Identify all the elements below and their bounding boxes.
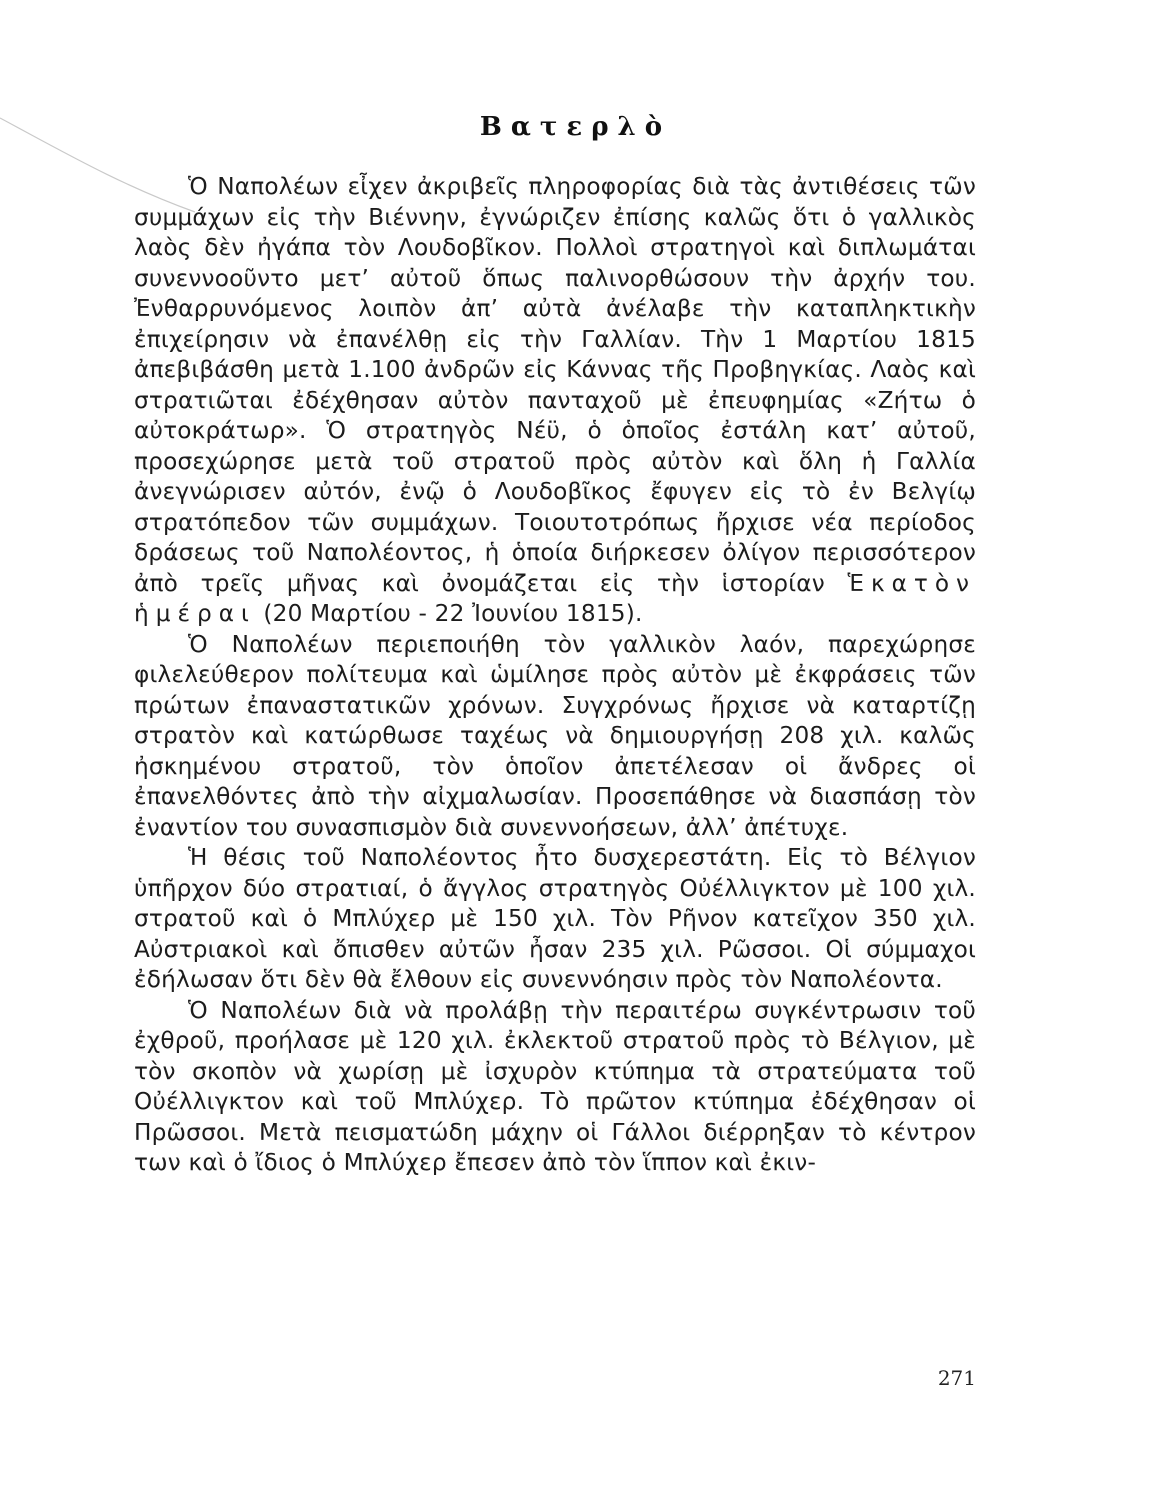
chapter-title: Βατερλὸ bbox=[479, 112, 672, 142]
paragraph-4: Ὁ Ναπολέων διὰ νὰ προλάβῃ τὴν περαιτέρω συγκέντρωσιν τοῦ ἐχθροῦ, προήλασε μὲ 120 χιλ. ἐκλεκτοῦ στρατοῦ πρὸς τὸ Βέλγιον, μὲ τὸν σκοπὸν νὰ χωρίσῃ μὲ ἰσχυρὸν κτύπημα τὰ στρατεύματα τοῦ Οὐέλλιγκτον καὶ τοῦ Μπλύχερ. Τὸ πρῶτον κτύπημα ἐδέχθησαν οἱ Πρῶσσοι. Μετὰ πεισματώδη μάχην οἱ Γάλλοι διέρρηξαν τὸ κέντρον των καὶ ὁ ἴδιος ὁ Μπλύχερ ἔπεσεν ἀπὸ τὸν ἵππον καὶ ἐκιν- bbox=[134, 996, 976, 1176]
paragraph-1-tail: (20 Μαρτίου - 22 Ἰουνίου 1815). bbox=[255, 600, 643, 627]
paragraph-1 bbox=[134, 172, 976, 630]
body-text bbox=[134, 172, 976, 1179]
paragraph-3: Ἡ θέσις τοῦ Ναπολέοντος ἦτο δυσχερεστάτη. Εἰς τὸ Βέλγιον ὑπῆρχον δύο στρατιαί, ὁ ἄγγλος στρατηγὸς Οὐέλλιγκτον μὲ 100 χιλ. στρατοῦ καὶ ὁ Μπλύχερ μὲ 150 χιλ. Τὸν Ρῆνον κατεῖχον 350 χιλ. Αὐστριακοὶ καὶ ὄπισθεν αὐτῶν ἦσαν 235 χιλ. Ρῶσσοι. Οἱ σύμμαχοι ἐδήλωσαν ὅτι δὲν θὰ ἔλθουν εἰς συνεννόησιν πρὸς τὸν Ναπολέοντα. bbox=[134, 844, 976, 993]
emphasized-term: Ἑκατὸν ἡμέραι bbox=[134, 569, 976, 627]
page-number: 271 bbox=[937, 1366, 976, 1390]
paragraph-1-text: Ὁ Ναπολέων εἶχεν ἀκριβεῖς πληροφορίας διὰ τὰς ἀντιθέσεις τῶν συμμάχων εἰς τὴν Βιέννην, ἐγνώριζεν ἐπίσης καλῶς ὅτι ὁ γαλλικὸς λαὸς δὲν ἠγάπα τὸν Λουδοβῖκον. Πολλοὶ στρατηγοὶ καὶ διπλωμάται συνεννοοῦντο μετ’ αὐτοῦ ὅπως παλινορθώσουν τὴν ἀρχήν του. Ἐνθαρρυνόμενος λοιπὸν ἀπ’ αὐτὰ ἀνέλαβε τὴν καταπληκτικὴν ἐπιχείρησιν νὰ ἐπανέλθῃ εἰς τὴν Γαλλίαν. Τὴν 1 Μαρτίου 1815 ἀπεβιβάσθη μετὰ 1.100 ἀνδρῶν εἰς Κάννας τῆς Προβηγκίας. Λαὸς καὶ στρατιῶται ἐδέχθησαν αὐτὸν πανταχοῦ μὲ ἐπευφημίας «Ζήτω ὁ αὐτοκράτωρ». Ὁ στρατηγὸς Νέϋ, ὁ ὁποῖος ἐστάλη κατ’ αὐτοῦ, προσεχώρησε μετὰ τοῦ στρατοῦ πρὸς αὐτὸν καὶ ὅλη ἡ Γαλλία ἀνεγνώρισεν αὐτόν, ἐνῷ ὁ Λουδοβῖκος ἔφυγεν εἰς τὸ ἐν Βελγίῳ στρατόπεδον τῶν συμμάχων. Τοιουτοτρόπως ἤρχισε νέα περίοδος δράσεως τοῦ Ναπολέοντος, ἡ ὁποία διήρκεσεν ὀλίγον περισσότερον ἀπὸ τρεῖς μῆνας καὶ ὀνομάζεται εἰς τὴν ἱστορίαν bbox=[134, 173, 976, 597]
paragraph-2: Ὁ Ναπολέων περιεποιήθη τὸν γαλλικὸν λαόν, παρεχώρησε φιλελεύθερον πολίτευμα καὶ ὡμίλησε πρὸς αὐτὸν μὲ ἐκφράσεις τῶν πρώτων ἐπαναστατικῶν χρόνων. Συγχρόνως ἤρχισε νὰ καταρτίζῃ στρατὸν καὶ κατώρθωσε ταχέως νὰ δημιουργήσῃ 208 χιλ. καλῶς ἠσκημένου στρατοῦ, τὸν ὁποῖον ἀπετέλεσαν οἱ ἄνδρες οἱ ἐπανελθόντες ἀπὸ τὴν αἰχμαλωσίαν. Προσεπάθησε νὰ διασπάσῃ τὸν ἐναντίον του συνασπισμὸν διὰ συνεννοήσεων, ἀλλ’ ἀπέτυχε. bbox=[134, 630, 976, 841]
